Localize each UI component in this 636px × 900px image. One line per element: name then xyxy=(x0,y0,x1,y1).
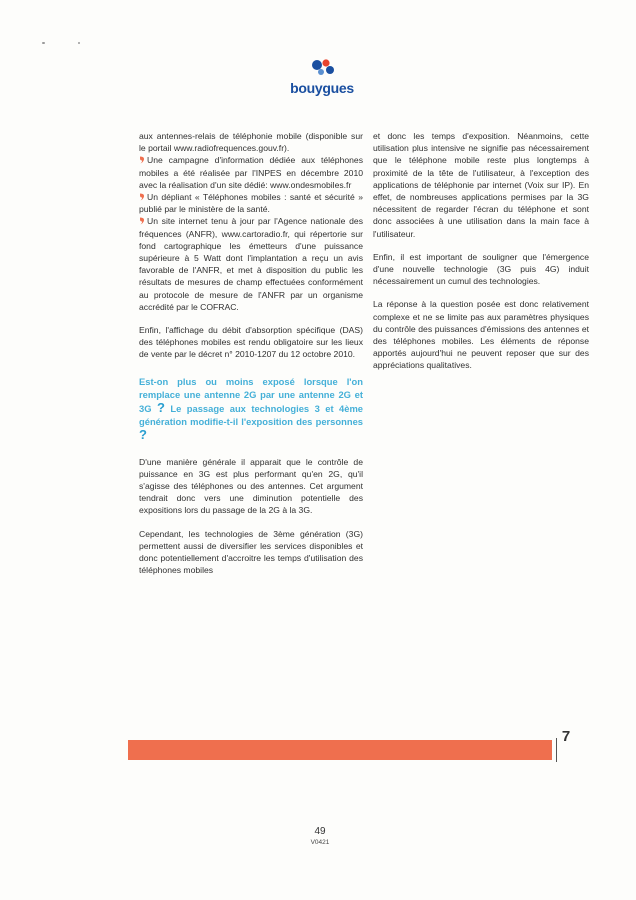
section-heading xyxy=(139,375,363,442)
heading-text: Est-on plus ou moins exposé lorsque l'on remplace une antenne 2G par une antenne 2G et 3G xyxy=(139,375,363,414)
scan-speck xyxy=(78,42,80,44)
paragraph: Enfin, l'affichage du débit d'absorption spécifique (DAS) des téléphones mobiles est rendu obligatoire sur les lieux de vente par le décret n° 2010-1207 du 12 octobre 2010. xyxy=(139,325,363,360)
paragraph: Cependant, les technologies de 3ème génération (3G) permettent aussi de diversifier les services disponibles et donc potentiellement d'accroitre les temps d'utilisation des téléphones mobiles xyxy=(139,528,363,576)
page-number: 49 xyxy=(314,826,326,837)
bullet-text: Un site internet tenu à jour par l'Agence nationale des fréquences (ANFR), www.cartoradio.fr, qui répertorie sur fond cartographique les émetteurs d'une puissance supérieure à 5 Watt dont l'implantation a reçu un avis favorable de l'ANFR, et met à disposition du public les résultats de mesures de champ effectuées conformément au protocole de mesure de l'ANFR par un organisme accrédité par le COFRAC. xyxy=(139,216,363,312)
chapter-bar xyxy=(128,740,552,760)
paragraph xyxy=(139,130,363,313)
divider xyxy=(556,738,557,762)
bullet-text: Une campagne d'information dédiée aux téléphones mobiles a été réalisée par l'INPES en décembre 2010 avec la réalisation d'un site dédié: www.ondesmobiles.fr xyxy=(139,155,363,190)
paragraph: La réponse à la question posée est donc relativement complexe et ne se limite pas aux paramètres physiques du contrôle des puissances d'émissions des antennes et des téléphones mobiles. Les éléments de réponse apportés aujourd'hui ne peuvent reposer que sur des appréciations qualitatives. xyxy=(373,299,589,371)
bullet-text: Un dépliant « Téléphones mobiles : santé et sécurité » publié par le ministère de la santé. xyxy=(139,192,363,215)
question-mark: ? xyxy=(139,426,147,442)
left-column xyxy=(139,130,363,576)
scan-speck xyxy=(42,42,45,44)
chapter-number: 7 xyxy=(561,728,571,745)
orange-bullet-icon xyxy=(139,217,145,225)
paragraph: Enfin, il est important de souligner que l'émergence d'une nouvelle technologie (3G puis 4G) induit nécessairement un cumul des technologies. xyxy=(373,251,589,287)
question-mark: ? xyxy=(156,399,165,415)
document-reference: V0421 xyxy=(310,839,330,846)
orange-bullet-icon xyxy=(139,193,145,201)
paragraph-text: aux antennes-relais de téléphonie mobile (disponible sur le portail www.radiofrequences.gouv.fr). xyxy=(139,131,363,154)
paragraph: D'une manière générale il apparait que le contrôle de puissance en 3G est plus performant qu'en 2G, qu'il s'agisse des téléphones ou des antennes. Cet argument tendrait donc vers une diminution potentielle des expositions lors du passage de la 2G à la 3G. xyxy=(139,456,363,516)
right-column xyxy=(373,130,589,372)
orange-bullet-icon xyxy=(139,156,145,164)
paragraph: et donc les temps d'exposition. Néanmoins, cette utilisation plus intensive ne signifie pas nécessairement que le téléphone mobile reste plus longtemps à proximité de la tête de l'utilisateur, à l'exception des applications de téléphonie par internet (Voix sur IP). En effet, de nombreuses applications permises par la 3G nécessitent de regarder l'écran du téléphone et sont donc associées à une utilisation dans la main face à l'utilisateur. xyxy=(373,131,589,239)
heading-text: Le passage aux technologies 3 et 4ème génération modifie-t-il l'exposition des personnes xyxy=(139,402,364,427)
logo-wordmark: bouygues xyxy=(290,80,354,96)
